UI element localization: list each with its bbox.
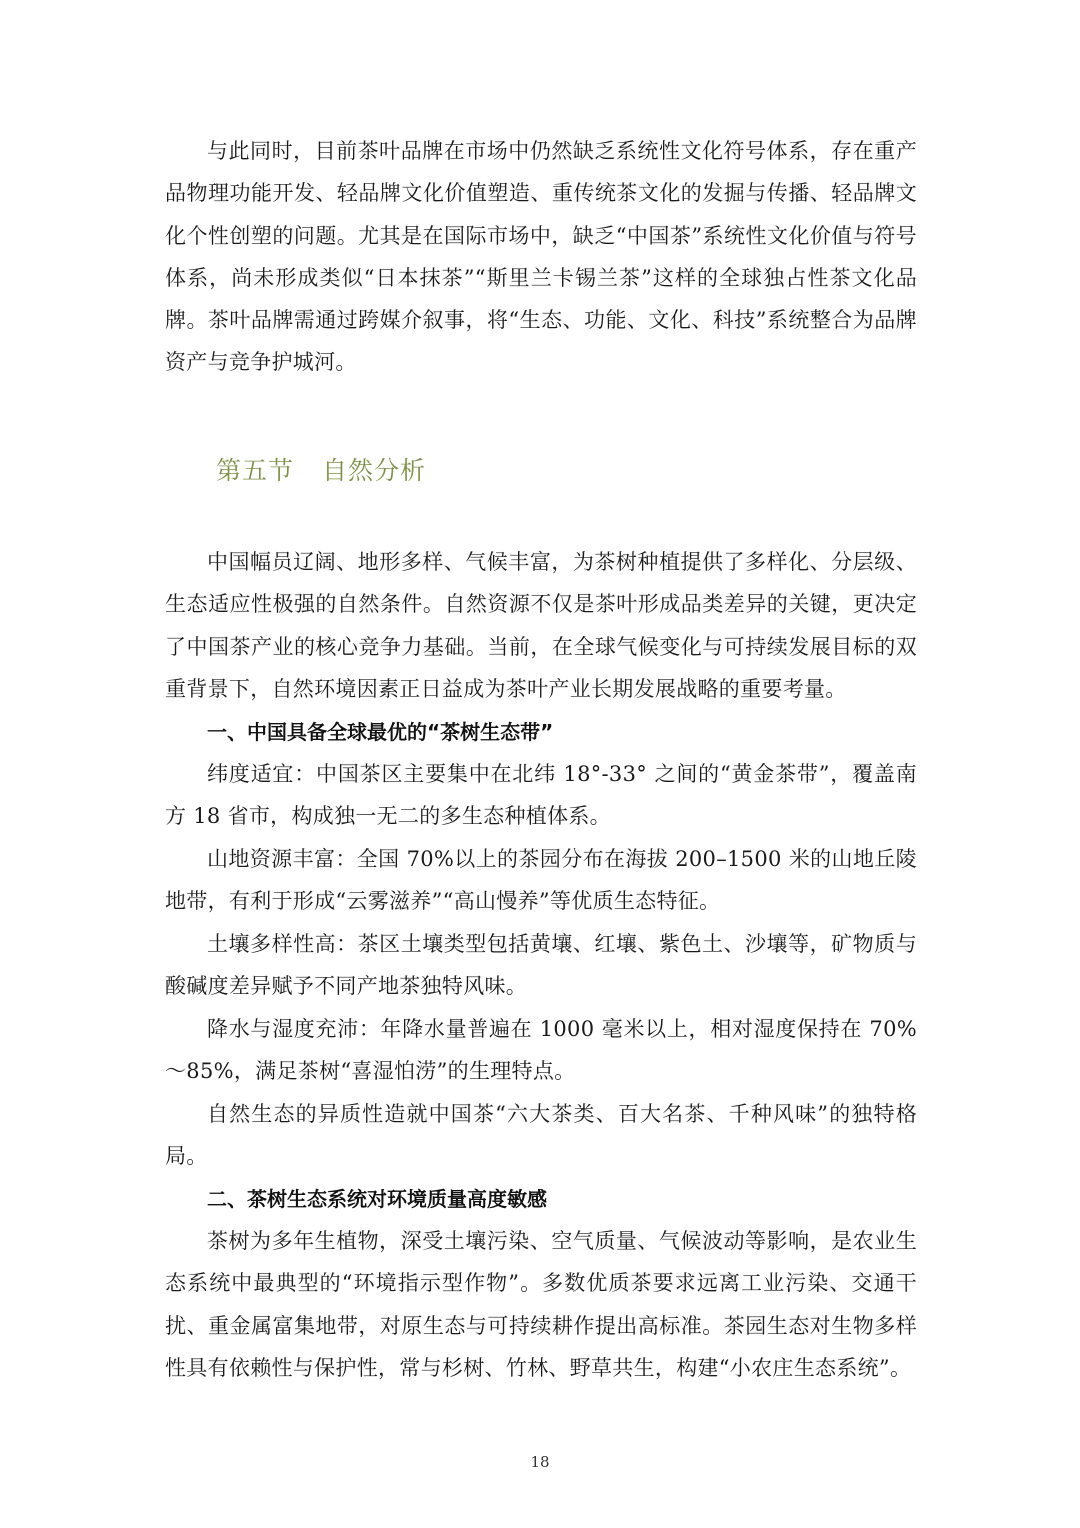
section-heading	[216, 450, 426, 492]
ecology-summary-paragraph: 自然生态的异质性造就中国茶“六大茶类、百大名茶、千种风味”的独特格局。	[165, 1102, 917, 1169]
section-title-text: 自然分析	[322, 456, 427, 485]
intro-paragraph: 与此同时，目前茶叶品牌在市场中仍然缺乏系统性文化符号体系，存在重产品物理功能开发、轻品牌文化价值塑造、重传统茶文化的发掘与传播、轻品牌文化个性创塑的问题。尤其是在国际市场中，缺乏“中国茶”系统性文化价值与符号体系，尚未形成类似“日本抹茶”“斯里兰卡锡兰茶”这样的全球独占性茶文化品牌。茶叶品牌需通过跨媒介叙事，将“生态、功能、文化、科技”系统整合为品牌资产与竞争护城河。	[165, 139, 917, 375]
subsection-heading-sensitivity: 二、茶树生态系统对环境质量高度敏感	[207, 1187, 547, 1211]
sensitivity-paragraph: 茶树为多年生植物，深受土壤污染、空气质量、气候波动等影响，是农业生态系统中最典型的“环境指示型作物”。多数优质茶要求远离工业污染、交通干扰、重金属富集地带，对原生态与可持续耕作提出高标准。茶园生态对生物多样性具有依赖性与保护性，常与杉树、竹林、野草共生，构建“小农庄生态系统”。	[165, 1229, 917, 1380]
subsection-heading-eco-belt: 一、中国具备全球最优的“茶树生态带”	[207, 720, 554, 744]
page-number: 18	[530, 1453, 550, 1471]
soil-paragraph: 土壤多样性高：茶区土壤类型包括黄壤、红壤、紫色土、沙壤等，矿物质与酸碱度差异赋予不同产地茶独特风味。	[165, 932, 917, 999]
latitude-paragraph: 纬度适宜：中国茶区主要集中在北纬 18°-33° 之间的“黄金茶带”，覆盖南方 18 省市，构成独一无二的多生态种植体系。	[165, 762, 917, 829]
nature-paragraph: 中国幅员辽阔、地形多样、气候丰富，为茶树种植提供了多样化、分层级、生态适应性极强的自然条件。自然资源不仅是茶叶形成品类差异的关键，更决定了中国茶产业的核心竞争力基础。当前，在全球气候变化与可持续发展目标的双重背景下，自然环境因素正日益成为茶叶产业长期发展战略的重要考量。	[165, 550, 917, 701]
section-number: 第五节	[216, 456, 295, 485]
mountain-paragraph: 山地资源丰富：全国 70%以上的茶园分布在海拔 200–1500 米的山地丘陵地带，有利于形成“云雾滋养”“高山慢养”等优质生态特征。	[165, 847, 917, 914]
rainfall-paragraph: 降水与湿度充沛：年降水量普遍在 1000 毫米以上，相对湿度保持在 70%～85%，满足茶树“喜湿怕涝”的生理特点。	[165, 1017, 917, 1084]
